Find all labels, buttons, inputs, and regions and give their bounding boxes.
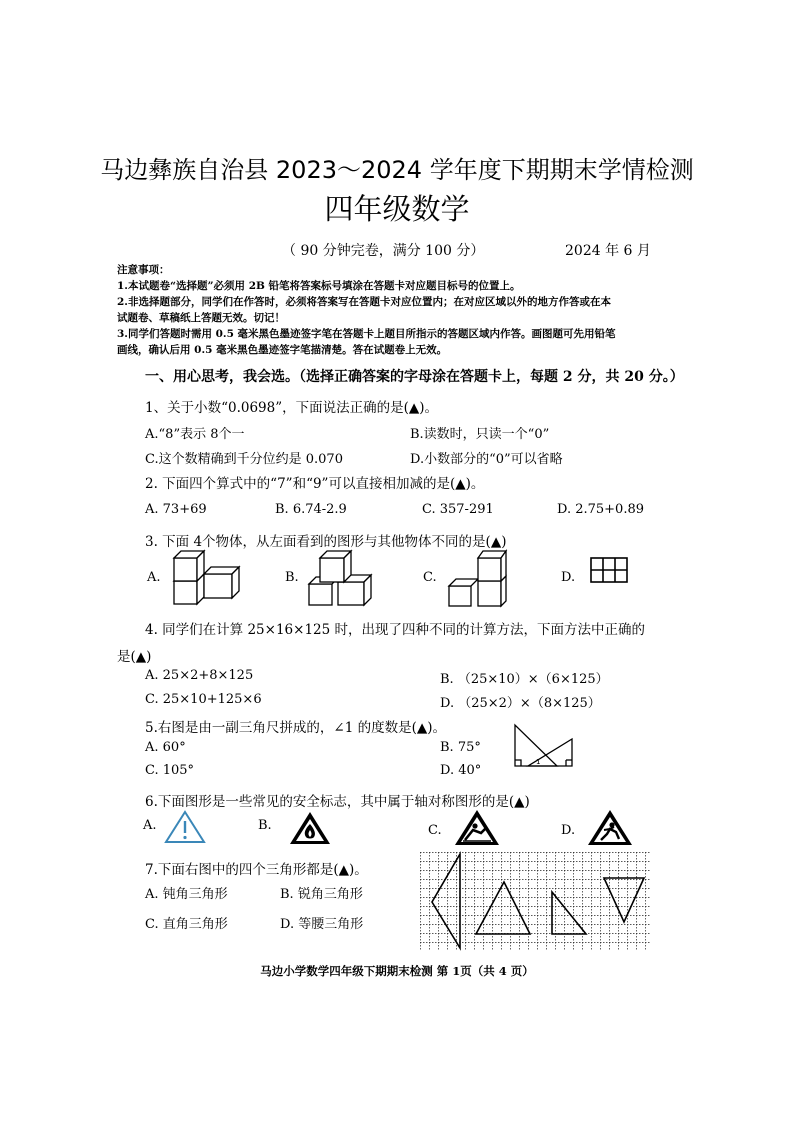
q1-option-b: B.读数时，只读一个“0” [410, 427, 550, 442]
note-line: 试题卷、草稿纸上答题无效。切记！ [117, 312, 285, 324]
q6-option-c: C. [428, 823, 442, 838]
view-grid-figure-d [588, 556, 632, 586]
q2-option-c: C. 357-291 [422, 502, 494, 517]
angle-label: 1 [536, 758, 541, 766]
question-4-stem-cont: 是(▲) [117, 649, 152, 665]
q7-option-b: B. 锐角三角形 [280, 887, 363, 902]
flammable-warning-icon [288, 810, 332, 846]
question-2-stem: 2. 下面四个算式中的“7”和“9”可以直接相加减的是(▲)。 [145, 476, 485, 492]
note-line: 3.同学们答题时需用 0.5 毫米黑色墨迹签字笔在答题卡上题目所指示的答题区域内作答。画图题可先用铅笔 [117, 328, 616, 340]
emergency-exit-warning-icon [586, 808, 634, 848]
exam-subject: 四年级数学 [324, 192, 470, 226]
q4-option-b: B. （25×10）×（6×125） [440, 672, 609, 687]
slippery-floor-warning-icon [453, 808, 501, 848]
note-line: 2.非选择题部分，同学们在作答时，必须将答案写在答题卡对应位置内；在对应区域以外的地方作答或在本 [117, 296, 611, 308]
page-footer: 马边小学数学四年级下期期末检测 第 1页（共 4 页） [260, 964, 534, 978]
note-line: 1.本试题卷“选择题”必须用 2B 铅笔将答案标号填涂在答题卡对应题目标号的位置上。 [117, 280, 521, 292]
question-6-stem: 6.下面图形是一些常见的安全标志，其中属于轴对称图形的是(▲) [145, 794, 530, 810]
question-5-stem: 5.右图是由一副三角尺拼成的，∠1 的度数是(▲)。 [145, 720, 446, 736]
q4-option-d: D. （25×2）×（8×125） [440, 696, 601, 711]
exam-date: 2024 年 6 月 [565, 243, 651, 259]
q5-option-a: A. 60° [145, 740, 186, 755]
q6-option-a: A. [143, 818, 157, 833]
question-1-stem: 1、关于小数“0.0698”，下面说法正确的是(▲)。 [145, 400, 439, 416]
q3-option-c: C. [423, 570, 437, 585]
exam-title: 马边彝族自治县 2023～2024 学年度下期期末学情检测 [100, 156, 694, 184]
q2-option-a: A. 73+69 [145, 502, 207, 517]
dotted-grid-triangles-figure [420, 852, 652, 952]
triangle-rulers-figure [512, 722, 578, 770]
q1-option-a: A.“8”表示 8个一 [145, 427, 245, 442]
warning-triangle-icon [163, 809, 207, 845]
q2-option-b: B. 6.74-2.9 [275, 502, 347, 517]
question-4-stem: 4. 同学们在计算 25×16×125 时，出现了四种不同的计算方法，下面方法中正确的 [145, 622, 646, 638]
q4-option-a: A. 25×2+8×125 [145, 668, 254, 683]
notes-heading: 注意事项： [117, 264, 170, 276]
q1-option-d: D.小数部分的“0”可以省略 [410, 452, 563, 467]
q3-option-b: B. [285, 570, 299, 585]
q6-option-d: D. [561, 823, 576, 838]
q7-option-c: C. 直角三角形 [145, 917, 228, 932]
q1-option-c: C.这个数精确到千分位约是 0.070 [145, 452, 343, 467]
q7-option-d: D. 等腰三角形 [280, 917, 364, 932]
question-7-stem: 7.下面右图中的四个三角形都是(▲)。 [145, 862, 368, 878]
q4-option-c: C. 25×10+125×6 [145, 692, 262, 707]
q3-option-a: A. [147, 570, 161, 585]
q3-option-d: D. [561, 570, 576, 585]
q6-option-b: B. [258, 818, 272, 833]
q5-option-b: B. 75° [440, 740, 481, 755]
q2-option-d: D. 2.75+0.89 [557, 502, 645, 517]
section-heading: 一、用心思考，我会选。（选择正确答案的字母涂在答题卡上，每题 2 分，共 20 分。） [145, 369, 684, 385]
q7-option-a: A. 钝角三角形 [145, 887, 228, 902]
cube-figure-c [445, 548, 525, 608]
time-info: （ 90 分钟完卷，满分 100 分） [282, 243, 485, 259]
note-line: 画线，确认后用 0.5 毫米黑色墨迹签字笔描清楚。答在试题卷上无效。 [117, 344, 448, 356]
cube-figure-a [165, 548, 245, 608]
cube-figure-b [306, 548, 386, 608]
q5-option-d: D. 40° [440, 763, 482, 778]
question-3-stem: 3. 下面 4个物体，从左面看到的图形与其他物体不同的是(▲) [145, 534, 507, 550]
q5-option-c: C. 105° [145, 763, 195, 778]
